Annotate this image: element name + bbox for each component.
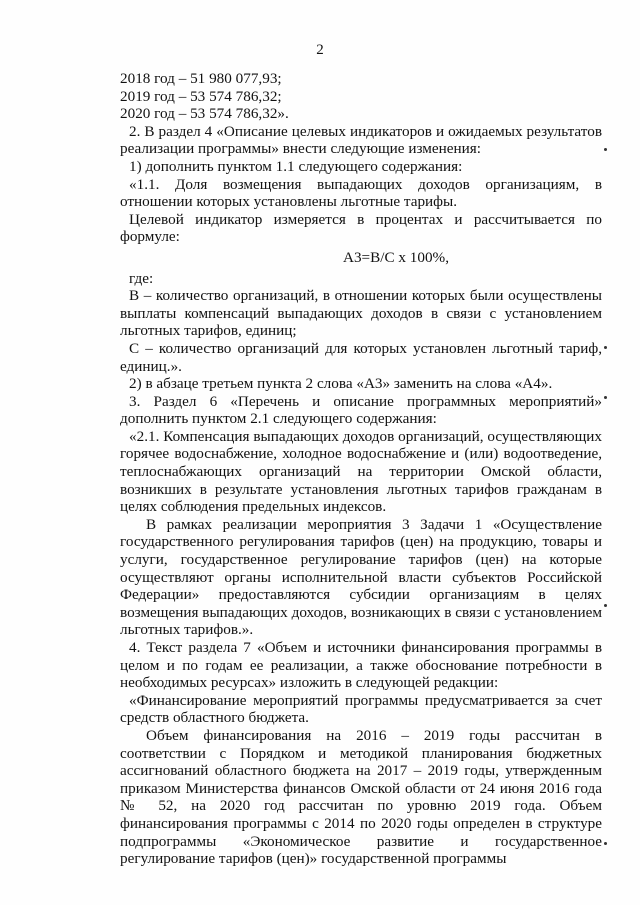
paragraph-budget-2020: 2020 год – 53 574 786,32». [120, 105, 289, 123]
page-number: 2 [316, 42, 324, 58]
margin-mark [604, 346, 607, 349]
paragraph-subitem-1: 1) дополнить пунктом 1.1 следующего содержания: [129, 157, 463, 175]
paragraph-item-3: 3. Раздел 6 «Перечень и описание программных мероприятий» дополнить пунктом 2.1 следующего содержания: [120, 392, 602, 428]
margin-mark [604, 842, 607, 845]
margin-mark [604, 396, 607, 399]
paragraph-budget-2019: 2019 год – 53 574 786,32; [120, 87, 282, 105]
document-body [120, 70, 602, 868]
paragraph-subitem-2: 2) в абзаце третьем пункта 2 слова «А3» заменить на слова «А4». [129, 375, 553, 393]
paragraph-definition-c: С – количество организаций для которых установлен льготный тариф, единиц.». [120, 339, 602, 375]
paragraph-definition-b: В – количество организаций, в отношении которых были осуществлены выплаты компенсаций выпадающих доходов в связи с установлением льготных тарифов, единиц; [120, 287, 602, 340]
formula: А3=В/С х 100%, [342, 248, 450, 266]
paragraph-financing: «Финансирование мероприятий программы предусматривается за счет средств областного бюджета. [120, 691, 602, 727]
paragraph-indicator: Целевой индикатор измеряется в процентах и рассчитывается по формуле: [120, 210, 602, 246]
paragraph-point-1-1: «1.1. Доля возмещения выпадающих доходов организациям, в отношении которых установлены льготные тарифы. [120, 175, 602, 211]
paragraph-item-2: 2. В раздел 4 «Описание целевых индикаторов и ожидаемых результатов реализации программы» внести следующие изменения: [120, 122, 602, 158]
margin-mark [604, 604, 607, 607]
paragraph-budget-2018: 2018 год – 51 980 077,93; [120, 70, 282, 87]
paragraph-point-2-1: «2.1. Компенсация выпадающих доходов организаций, осуществляющих горячее водоснабжение, холодное водоснабжение и (или) водоотведение, теплоснабжающих организаций на территории Омской области, возникших в результате установления льготных тарифов гражданам в целях соблюдения предельных индексов. [120, 427, 602, 516]
paragraph-item-4: 4. Текст раздела 7 «Объем и источники финансирования программы в целом и по годам ее реализации, а также обоснование потребности в необходимых ресурсах» изложить в следующей редакции: [120, 639, 602, 692]
paragraph-financing-volume: Объем финансирования на 2016 – 2019 годы рассчитан в соответствии с Порядком и методикой планирования бюджетных ассигнований областного бюджета на 2017 – 2019 годы, утвержденным приказом Министерства финансов Омской области от 24 июня 2016 года № 52, на 2020 год рассчитан по уровню 2019 года. Объем финансирования программы с 2014 по 2020 годы определен в структуре подпрограммы «Экономическое развитие и государственное регулирование тарифов (цен)» государственной программы [120, 726, 602, 868]
paragraph-where: где: [129, 269, 154, 287]
paragraph-measure-3: В рамках реализации мероприятия 3 Задачи 1 «Осуществление государственного регулирования тарифов (цен) на продукцию, товары и услуги, государственное регулирование тарифов (цен) на которые осуществляют органы исполнительной власти субъектов Российской Федерации» предоставляются субсидии организациям в целях возмещения выпадающих доходов, возникающих в связи с установлением льготных тарифов.». [120, 515, 602, 639]
margin-mark [604, 148, 607, 151]
